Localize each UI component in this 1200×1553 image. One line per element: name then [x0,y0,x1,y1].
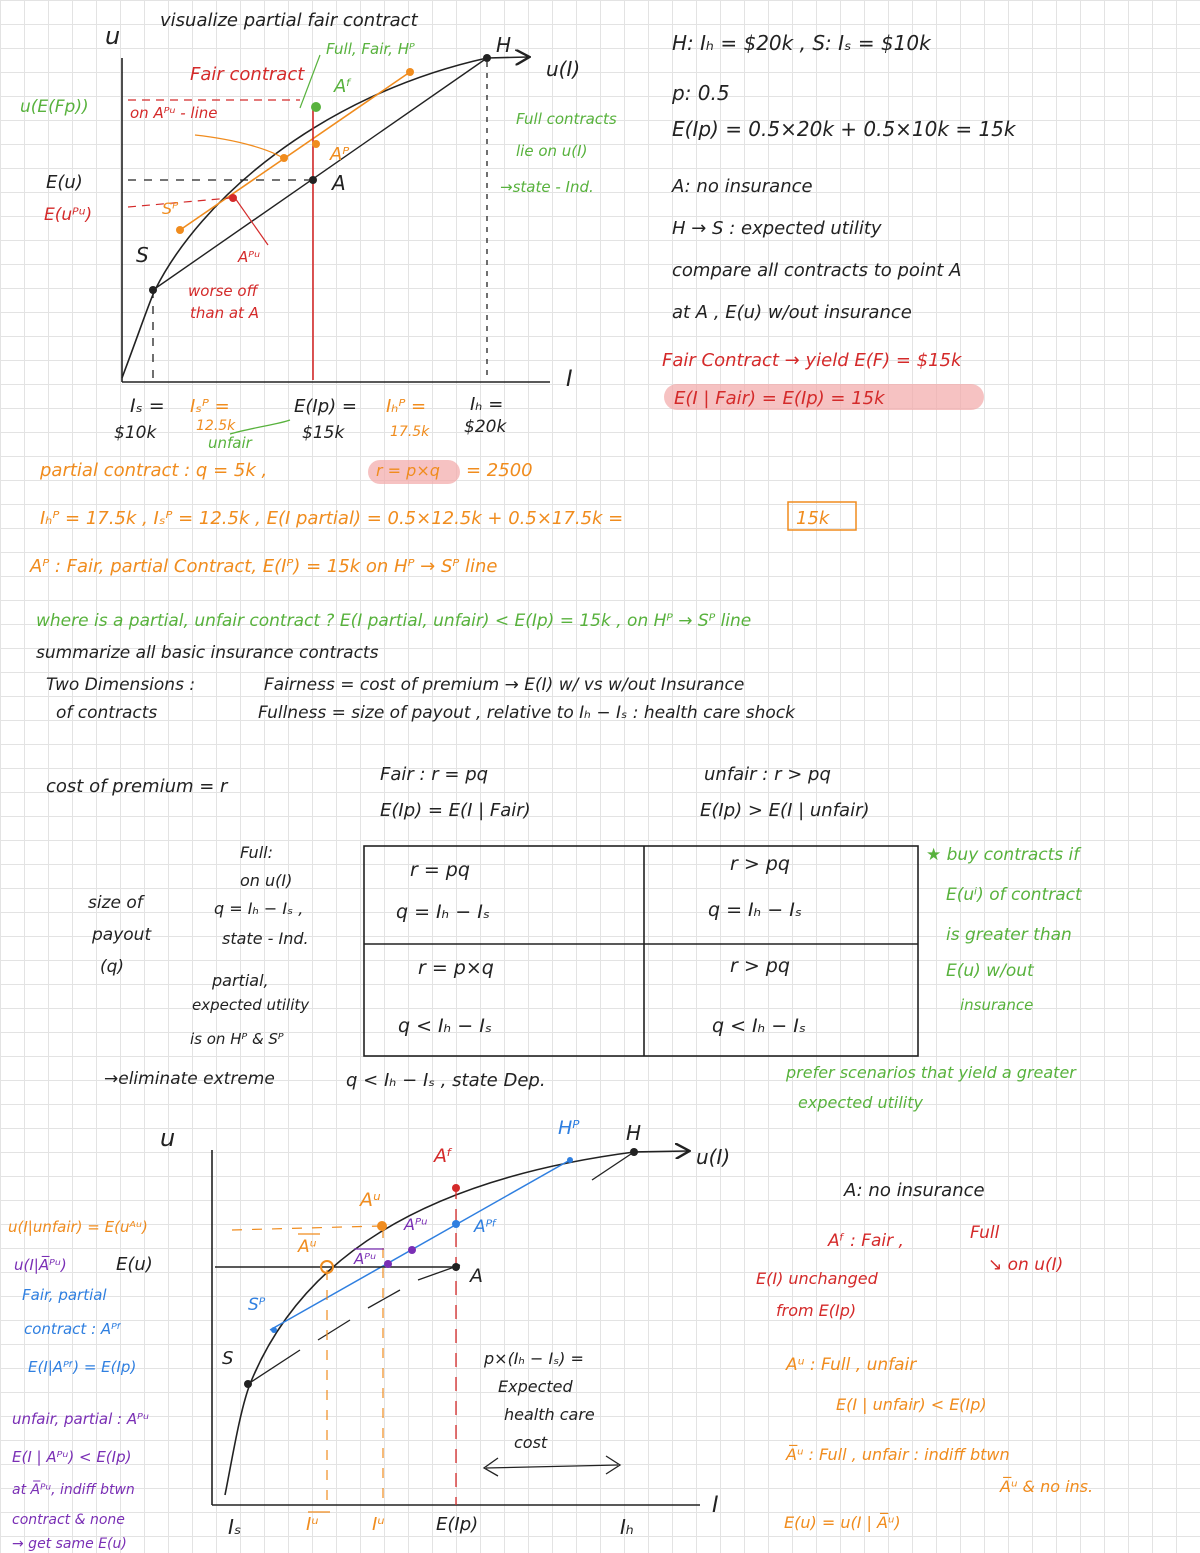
partial-contract-notes [29,460,856,723]
graph1-orange-pointer [195,135,283,158]
graph-1 [20,10,617,452]
right-note-7: A̅ᵘ : Full , unfair : indiff btwn [786,1445,1010,1464]
partial-line-6a: Two Dimensions : [46,675,196,695]
graph2-xlabel-ih: Iₕ [620,1515,634,1539]
graph1-xlabel-isp-value: 12.5k [196,418,236,434]
graph1-worse-off: worse off [188,282,258,300]
contract-table [46,764,1083,1112]
top-right-notes [662,31,1017,410]
graph1-ap-label: Aᴾ [330,144,350,165]
graph1-than-a: than at A [190,304,259,322]
graph2-point-h [630,1148,638,1156]
graph1-curve-label: u(I) [546,57,581,81]
graph2-orange-dash [232,1226,380,1230]
graph2-point-apu-bar [384,1260,392,1268]
graph1-title: visualize partial fair contract [160,10,418,31]
graph1-point-apu [229,194,237,202]
graph2-point-sp [271,1327,277,1333]
graph2-point-apu [408,1246,416,1254]
left-note-9: contract & none [12,1512,125,1528]
table-fair-header-2: E(Ip) = E(I | Fair) [380,800,531,821]
graph1-curve-arrow [487,57,528,58]
table-size-label-1: size of [88,893,143,913]
graph2-utility-curve [225,1152,634,1495]
table-size-label-2: payout [92,925,152,945]
table-full-4: state - Ind. [222,929,309,948]
graph1-eupu-label: E(uᴾᵘ) [44,205,93,225]
graph2-hp-label: Hᴾ [558,1117,580,1139]
graph2-right-notes [756,1180,1093,1532]
graph2-a-label: A [470,1265,483,1287]
right-note-9: E(u) = u(I | A̅ᵘ) [784,1513,901,1532]
graph1-full-contracts-2: lie on u(I) [516,142,588,160]
graph1-full-contracts-1: Full contracts [516,110,617,128]
table-unfair-header-1: unfair : r > pq [704,764,831,785]
graph2-u-label: u [160,1124,176,1152]
table-star-2: E(uⁱ) of contract [946,885,1082,905]
left-note-10: → get same E(u) [12,1536,127,1552]
graph2-cost-2: Expected [498,1377,573,1396]
table-bottom-note: q < Iₕ − Iₛ , state Dep. [346,1070,546,1091]
graph1-xlabel-ih-value: $20k [464,417,507,437]
partial-line-2-box: 15k [796,508,830,529]
left-note-4: contract : Aᴾᶠ [24,1320,122,1338]
table-partial-1: partial, [212,971,269,990]
graph1-point-onapu [280,154,288,162]
right-note-2b: Full [970,1223,1000,1243]
graph1-a-label: A [332,171,346,195]
graph2-point-apf [452,1220,460,1228]
graph1-chord-h-s [153,58,487,290]
table-eliminate: →eliminate extreme [104,1069,275,1089]
graph1-point-ap [312,140,320,148]
right-note-3: E(I) unchanged [756,1269,878,1288]
graph2-point-a [452,1263,460,1271]
left-note-1: u(I|unfair) = E(uᴬᵘ) [8,1218,148,1236]
graph1-xlabel-unfair: unfair [208,434,252,452]
partial-line-7b: Fullness = size of payout , relative to Iₕ − Iₛ : health care shock [258,703,795,723]
graph1-full-contracts-3: →state - Ind. [500,178,594,196]
graph1-af-label: Aᶠ [334,76,352,97]
note-at-a: at A , E(u) w/out insurance [672,302,912,323]
graph1-point-af [311,102,321,112]
table-cell-fair-partial-r: r = p×q [418,957,494,979]
graph2-apf-label: Aᴾᶠ [474,1217,498,1237]
table-fair-header-1: Fair : r = pq [380,764,489,785]
graph1-eu-label: E(u) [46,172,83,193]
table-prefer-1: prefer scenarios that yield a greater [786,1063,1076,1082]
right-note-2c: ↘ on u(I) [988,1255,1064,1275]
table-cell-unfair-full-r: r > pq [730,853,790,875]
graph2-au-bar-label: Aᵘ [298,1237,317,1257]
graph2-point-af [452,1184,460,1192]
graph1-xlabel-isp: Iₛᴾ = [190,396,230,417]
graph1-point-h [483,54,491,62]
graph1-unfair-underline [230,420,290,434]
graph1-point-hp [406,68,414,76]
graph1-i-label: I [566,367,573,392]
table-unfair-header-2: E(Ip) > E(I | unfair) [700,800,870,821]
graph2-cost-4: cost [514,1433,548,1452]
graph1-s-label: S [136,243,149,267]
graph1-point-s [149,286,157,294]
graph2-curve-arrow [634,1151,688,1152]
graph2-h-label: H [626,1121,642,1145]
right-note-8: A̅ᵘ & no ins. [1000,1477,1094,1496]
table-star-4: E(u) w/out [946,961,1034,981]
left-note-6: unfair, partial : Aᴾᵘ [12,1410,149,1428]
graph1-red-pointer [235,198,268,245]
graph1-on-apu-label: on Aᴾᵘ - line [130,104,218,122]
note-a-no-insurance: A: no insurance [672,176,813,197]
graph1-xlabel-ih: Iₕ = [470,394,504,415]
graph1-fair-contract-label: Fair contract [190,64,305,85]
graph1-hp-label: Full, Fair, Hᴾ [326,40,415,58]
graph1-u-label: u [105,22,121,50]
graph-2 [160,1117,730,1539]
left-note-5: E(I|Aᴾᶠ) = E(Ip) [28,1358,137,1376]
partial-line-4: where is a partial, unfair contract ? E(I partial, unfair) < E(Ip) = 15k , on Hᴾ → Sᴾ line [36,611,752,631]
graph2-curve-label: u(I) [696,1145,731,1169]
graph1-xlabel-eip: E(Ip) = [294,396,357,417]
graph2-xlabel-is: Iₛ [228,1515,242,1539]
graph2-apu-label: Aᴾᵘ [404,1215,428,1234]
table-cell-fair-partial-q: q < Iₕ − Iₛ [398,1015,492,1037]
note-expected-income: E(Ip) = 0.5×20k + 0.5×10k = 15k [672,117,1016,141]
graph1-partial-chord [180,72,410,230]
graph2-cost-arrow [486,1465,618,1468]
graph1-point-a [309,176,317,184]
graph1-xlabel-is-value: $10k [114,423,157,443]
table-cell-unfair-partial-r: r > pq [730,955,790,977]
partial-line-1: partial contract : q = 5k , [40,460,268,481]
graph2-au-label: Aᵘ [360,1189,381,1211]
right-note-5: Aᵘ : Full , unfair [786,1355,917,1375]
graph1-xlabel-eip-value: $15k [302,423,345,443]
table-cell-unfair-partial-q: q < Iₕ − Iₛ [712,1015,806,1037]
graph2-point-s [244,1380,252,1388]
graph1-xlabel-ihp-value: 17.5k [390,424,430,440]
graph2-xlabel-iu-bar: Iᵘ [306,1514,319,1535]
table-cell-unfair-full-q: q = Iₕ − Iₛ [708,899,802,921]
graph1-h-label: H [496,33,512,57]
graph2-cost-3: health care [504,1405,595,1424]
table-full-2: on u(I) [240,871,293,890]
right-note-4: from E(Ip) [776,1301,857,1320]
graph1-uefp-label: u(E(Fp)) [20,97,89,117]
graph1-sp-label: Sᴾ [162,199,179,218]
right-note-6: E(I | unfair) < E(Ip) [836,1395,987,1414]
partial-line-1-end: = 2500 [466,460,533,481]
graph1-xlabel-ihp: Iₕᴾ = [386,396,427,417]
graph2-apu-bar-label: Aᴾᵘ [354,1250,377,1268]
table-star-3: is greater than [946,925,1072,945]
table-star-5: insurance [960,996,1034,1014]
left-note-7: E(I | Aᴾᵘ) < E(Ip) [12,1448,132,1466]
left-note-2b: E(u) [116,1254,153,1275]
graph2-chord-tail [592,1152,634,1180]
note-fair-contract: Fair Contract → yield E(F) = $15k [662,350,962,371]
graph2-point-au [377,1221,387,1231]
right-note-1: A: no insurance [844,1180,985,1201]
graph2-i-label: I [712,1493,719,1518]
left-note-3: Fair, partial [22,1286,107,1304]
table-partial-3: is on Hᴾ & Sᴾ [190,1030,284,1048]
graph2-xlabel-iu: Iᵘ [372,1514,385,1535]
partial-line-5: summarize all basic insurance contracts [36,643,379,663]
graph2-point-hp [567,1157,573,1163]
partial-line-7a: of contracts [56,703,158,723]
left-note-8: at A̅ᴾᵘ, indiff btwn [12,1482,135,1498]
graph2-xlabel-eip: E(Ip) [436,1514,479,1535]
table-cost-label: cost of premium = r [46,776,228,797]
table-cell-fair-full-q: q = Iₕ − Iₛ [396,901,490,923]
graph1-xlabel-is: Iₛ = [130,395,165,417]
table-partial-2: expected utility [192,996,310,1014]
table-size-label-3: (q) [100,957,125,977]
note-compare: compare all contracts to point A [672,260,962,281]
table-full-1: Full: [240,843,273,862]
graph2-sp-label: Sᴾ [248,1295,266,1315]
partial-line-6b: Fairness = cost of premium → E(I) w/ vs w/out Insurance [264,675,745,695]
table-cell-fair-full-r: r = pq [410,859,470,881]
partial-line-1-highlight: r = p×q [376,461,440,480]
note-hs-expected-utility: H → S : expected utility [672,218,882,239]
note-e-i-fair: E(I | Fair) = E(Ip) = 15k [674,388,885,409]
partial-line-2: Iₕᴾ = 17.5k , Iₛᴾ = 12.5k , E(I partial) = 0.5×12.5k + 0.5×17.5k = [40,508,624,529]
partial-line-3: Aᴾ : Fair, partial Contract, E(Iᴾ) = 15k on Hᴾ → Sᴾ line [30,556,498,577]
graph1-point-sp [176,226,184,234]
table-star-1: ★ buy contracts if [926,845,1080,865]
graph2-af-label: Aᶠ [434,1145,453,1167]
right-note-2a: Aᶠ : Fair , [828,1231,904,1251]
note-probability: p: 0.5 [672,81,730,105]
note-hs-incomes: H: Iₕ = $20k , S: Iₛ = $10k [672,31,931,55]
graph2-left-notes [8,1218,153,1552]
table-prefer-2: expected utility [798,1093,923,1112]
table-full-3: q = Iₕ − Iₛ , [214,899,304,918]
graph1-apu-label: Aᴾᵘ [238,248,261,266]
left-note-2a: u(I|A̅ᴾᵘ) [14,1256,67,1274]
graph2-s-label: S [222,1348,234,1369]
graph2-cost-1: p×(Iₕ − Iₛ) = [484,1349,584,1368]
